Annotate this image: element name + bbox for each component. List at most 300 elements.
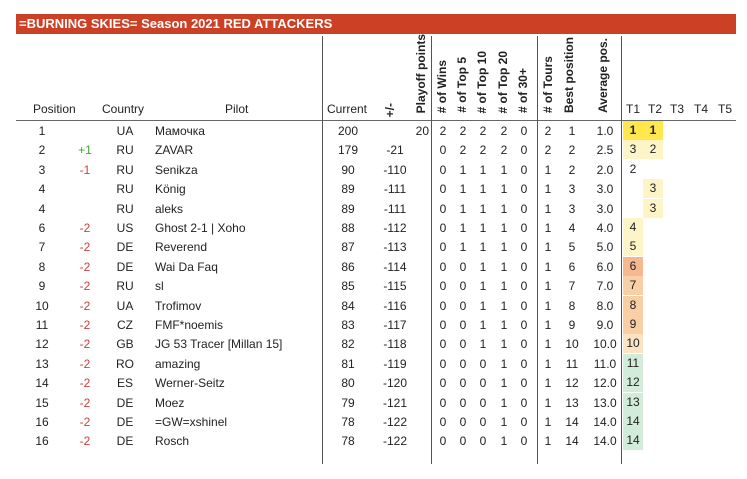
t2-result-cell xyxy=(643,315,663,334)
table-row xyxy=(0,121,747,140)
current-points-cell: 89 xyxy=(341,201,355,216)
table-row xyxy=(0,354,747,373)
pilot-name-cell: Wai Da Faq xyxy=(155,259,218,274)
best-position-cell: 3 xyxy=(568,182,576,197)
best-position-cell: 8 xyxy=(568,298,576,313)
top5-cell: 0 xyxy=(459,415,467,429)
top20-cell: 1 xyxy=(500,356,508,371)
points-delta-cell: -114 xyxy=(383,259,407,274)
points-delta-cell: -115 xyxy=(383,279,407,294)
country-cell: RU xyxy=(116,182,134,197)
tours-cell: 1 xyxy=(544,376,552,391)
country-cell: RU xyxy=(116,201,134,216)
tours-cell: 1 xyxy=(544,415,552,429)
wins-cell: 0 xyxy=(439,318,447,332)
average-position-cell: 9.0 xyxy=(596,318,614,332)
average-position-cell: 13.0 xyxy=(593,395,617,410)
top20-cell: 2 xyxy=(500,124,508,138)
country-cell: RU xyxy=(116,162,134,177)
position-change-cell: -2 xyxy=(79,337,91,352)
current-points-cell: 80 xyxy=(341,376,355,391)
top20-cell: 2 xyxy=(500,143,508,158)
header-t4: T4 xyxy=(694,102,709,116)
position-cell: 8 xyxy=(38,259,46,274)
country-cell: RU xyxy=(116,143,134,158)
tours-cell: 1 xyxy=(544,162,552,177)
top10-cell: 1 xyxy=(479,221,487,235)
top5-cell: 1 xyxy=(459,240,467,255)
tours-cell: 1 xyxy=(544,279,552,294)
top5-cell: 1 xyxy=(459,182,467,197)
table-row xyxy=(0,257,747,276)
position-cell: 15 xyxy=(35,395,49,410)
points-delta-cell: -121 xyxy=(382,395,408,410)
table-row xyxy=(0,179,747,198)
top20-cell: 1 xyxy=(500,182,508,197)
top30-cell: 0 xyxy=(520,298,528,313)
current-points-cell: 84 xyxy=(341,298,355,313)
best-position-cell: 12 xyxy=(565,376,579,391)
position-cell: 7 xyxy=(38,240,46,255)
position-change-cell: -2 xyxy=(79,356,91,371)
position-change-cell: -2 xyxy=(79,298,91,313)
table-row xyxy=(0,373,747,392)
top10-cell: 1 xyxy=(479,318,487,332)
current-points-cell: 79 xyxy=(341,395,355,410)
t2-result-cell xyxy=(643,218,663,237)
t1-result-cell xyxy=(623,199,643,218)
position-cell: 1 xyxy=(38,124,46,138)
tours-cell: 1 xyxy=(544,298,552,313)
top10-cell: 2 xyxy=(479,143,487,158)
wins-cell: 0 xyxy=(439,395,447,410)
position-cell: 13 xyxy=(35,356,49,371)
t2-result-cell: 3 xyxy=(643,179,663,198)
pilot-name-cell: Werner-Seitz xyxy=(155,376,225,391)
current-points-cell: 83 xyxy=(341,318,355,332)
country-cell: GB xyxy=(116,337,134,352)
wins-cell: 0 xyxy=(439,240,447,255)
points-delta-cell: -21 xyxy=(386,143,404,158)
position-cell: 12 xyxy=(35,337,49,352)
t2-result-cell: 1 xyxy=(643,121,663,140)
table-row xyxy=(0,218,747,237)
top20-cell: 1 xyxy=(500,279,508,294)
points-delta-cell: -119 xyxy=(383,356,407,371)
top20-cell: 1 xyxy=(500,434,508,449)
top5-cell: 0 xyxy=(459,298,467,313)
tours-cell: 1 xyxy=(544,182,552,197)
t1-result-cell: 8 xyxy=(623,296,643,315)
top30-cell: 0 xyxy=(520,318,528,332)
pilot-name-cell: aleks xyxy=(155,201,184,216)
t1-result-cell xyxy=(623,179,643,198)
top5-cell: 0 xyxy=(459,356,467,371)
t1-result-cell: 3 xyxy=(623,140,643,159)
top10-cell: 0 xyxy=(479,376,487,391)
top5-cell: 0 xyxy=(459,434,467,449)
top5-cell: 2 xyxy=(459,143,467,158)
top20-cell: 1 xyxy=(500,240,508,255)
country-cell: DE xyxy=(116,240,134,255)
tours-cell: 1 xyxy=(544,221,552,235)
t1-result-cell: 5 xyxy=(623,237,643,256)
position-cell: 2 xyxy=(38,143,46,158)
points-delta-cell: -111 xyxy=(383,201,407,216)
country-cell: DE xyxy=(116,434,134,449)
position-change-cell: -2 xyxy=(79,259,91,274)
average-position-cell: 8.0 xyxy=(596,298,614,313)
header-top5: # of Top 5 xyxy=(455,57,469,113)
current-points-cell: 86 xyxy=(341,259,355,274)
table-row xyxy=(0,140,747,159)
table-row xyxy=(0,315,747,334)
tours-cell: 1 xyxy=(544,395,552,410)
points-delta-cell: -116 xyxy=(383,298,407,313)
country-cell: DE xyxy=(116,415,134,429)
top30-cell: 0 xyxy=(520,337,528,352)
wins-cell: 0 xyxy=(439,337,447,352)
header-position: Position xyxy=(33,102,76,116)
table-row xyxy=(0,334,747,353)
position-change-cell: -2 xyxy=(79,240,91,255)
current-points-cell: 87 xyxy=(341,240,355,255)
country-cell: UA xyxy=(116,298,134,313)
header-top20: # of Top 20 xyxy=(496,50,510,113)
header-playoff-points: Playoff points xyxy=(414,33,428,113)
top20-cell: 1 xyxy=(500,415,508,429)
header-best-position: Best position xyxy=(562,36,576,113)
t2-result-cell xyxy=(643,412,663,431)
top5-cell: 0 xyxy=(459,279,467,294)
top5-cell: 0 xyxy=(459,337,467,352)
top5-cell: 0 xyxy=(459,318,467,332)
current-points-cell: 88 xyxy=(341,221,355,235)
country-cell: US xyxy=(116,221,134,235)
position-cell: 4 xyxy=(38,182,46,197)
wins-cell: 0 xyxy=(439,221,447,235)
top10-cell: 1 xyxy=(479,182,487,197)
current-points-cell: 89 xyxy=(341,182,355,197)
top10-cell: 0 xyxy=(479,356,487,371)
table-row xyxy=(0,431,747,450)
position-cell: 6 xyxy=(38,221,46,235)
points-delta-cell: -122 xyxy=(382,434,408,449)
top10-cell: 0 xyxy=(479,434,487,449)
position-cell: 14 xyxy=(35,376,49,391)
average-position-cell: 2.5 xyxy=(596,143,614,158)
top20-cell: 1 xyxy=(500,162,508,177)
t1-result-cell: 14 xyxy=(623,431,643,450)
current-points-cell: 179 xyxy=(337,143,359,158)
country-cell: CZ xyxy=(117,318,133,332)
header-t3: T3 xyxy=(670,102,685,116)
average-position-cell: 11.0 xyxy=(593,356,617,371)
average-position-cell: 3.0 xyxy=(596,182,614,197)
position-change-cell: -2 xyxy=(79,415,91,429)
t2-result-cell xyxy=(643,257,663,276)
current-points-cell: 78 xyxy=(341,415,355,429)
t1-result-cell: 13 xyxy=(623,393,643,412)
table-row xyxy=(0,199,747,218)
average-position-cell: 3.0 xyxy=(596,201,614,216)
top30-cell: 0 xyxy=(520,162,528,177)
position-change-cell: +1 xyxy=(78,143,92,158)
header-country: Country xyxy=(102,102,145,116)
header-tours: # of Tours xyxy=(541,55,555,113)
tours-cell: 1 xyxy=(544,240,552,255)
wins-cell: 0 xyxy=(439,376,447,391)
best-position-cell: 4 xyxy=(568,221,576,235)
playoff-points-cell: 20 xyxy=(415,124,429,138)
position-cell: 16 xyxy=(35,434,49,449)
position-change-cell: -2 xyxy=(79,376,91,391)
wins-cell: 0 xyxy=(439,162,447,177)
wins-cell: 0 xyxy=(439,298,447,313)
top30-cell: 0 xyxy=(520,434,528,449)
wins-cell: 0 xyxy=(439,434,447,449)
top10-cell: 1 xyxy=(479,279,487,294)
wins-cell: 2 xyxy=(439,124,447,138)
position-change-cell: -1 xyxy=(79,162,91,177)
top30-cell: 0 xyxy=(520,201,528,216)
t2-result-cell: 3 xyxy=(643,199,663,218)
average-position-cell: 7.0 xyxy=(596,279,614,294)
average-position-cell: 12.0 xyxy=(593,376,617,391)
best-position-cell: 2 xyxy=(568,162,576,177)
top20-cell: 1 xyxy=(500,201,508,216)
top10-cell: 1 xyxy=(479,298,487,313)
table-row xyxy=(0,237,747,256)
t2-result-cell: 2 xyxy=(643,140,663,159)
top10-cell: 2 xyxy=(479,124,487,138)
position-cell: 10 xyxy=(35,298,49,313)
pilot-name-cell: Trofimov xyxy=(155,298,202,313)
top20-cell: 1 xyxy=(500,221,508,235)
average-position-cell: 14.0 xyxy=(593,415,617,429)
pilot-name-cell: Rosch xyxy=(155,434,190,449)
top20-cell: 1 xyxy=(500,395,508,410)
average-position-cell: 14.0 xyxy=(593,434,617,449)
country-cell: RU xyxy=(116,279,134,294)
tours-cell: 1 xyxy=(544,337,552,352)
top5-cell: 1 xyxy=(459,201,467,216)
table-row xyxy=(0,393,747,412)
points-delta-cell: -117 xyxy=(383,318,407,332)
table-row xyxy=(0,412,747,431)
table-row xyxy=(0,296,747,315)
current-points-cell: 82 xyxy=(341,337,355,352)
t1-result-cell: 7 xyxy=(623,276,643,295)
t2-result-cell xyxy=(643,393,663,412)
current-points-cell: 85 xyxy=(341,279,355,294)
t1-result-cell: 4 xyxy=(623,218,643,237)
best-position-cell: 1 xyxy=(568,124,576,138)
current-points-cell: 78 xyxy=(341,434,355,449)
wins-cell: 0 xyxy=(439,201,447,216)
position-cell: 9 xyxy=(38,279,46,294)
t1-result-cell: 6 xyxy=(623,257,643,276)
points-delta-cell: -113 xyxy=(383,240,407,255)
top30-cell: 0 xyxy=(520,415,528,429)
country-cell: DE xyxy=(116,259,134,274)
position-change-cell: -2 xyxy=(79,395,91,410)
top5-cell: 1 xyxy=(459,162,467,177)
top20-cell: 1 xyxy=(500,337,508,352)
header-current: Current xyxy=(327,102,368,116)
top10-cell: 0 xyxy=(479,395,487,410)
wins-cell: 0 xyxy=(439,279,447,294)
position-cell: 4 xyxy=(38,201,46,216)
t2-result-cell xyxy=(643,354,663,373)
best-position-cell: 13 xyxy=(565,395,579,410)
best-position-cell: 6 xyxy=(568,259,576,274)
header-wins: # of Wins xyxy=(435,59,449,113)
pilot-name-cell: Senikza xyxy=(155,162,198,177)
wins-cell: 0 xyxy=(439,259,447,274)
t2-result-cell xyxy=(643,237,663,256)
t1-result-cell: 2 xyxy=(629,161,637,176)
t2-result-cell xyxy=(643,334,663,353)
pilot-name-cell: amazing xyxy=(155,356,201,371)
current-points-cell: 81 xyxy=(341,356,355,371)
top30-cell: 0 xyxy=(520,395,528,410)
t1-result-cell: 14 xyxy=(623,412,643,431)
top30-cell: 0 xyxy=(520,182,528,197)
tours-cell: 2 xyxy=(544,124,552,138)
top5-cell: 1 xyxy=(459,221,467,235)
position-cell: 11 xyxy=(35,318,49,332)
top20-cell: 1 xyxy=(500,376,508,391)
wins-cell: 0 xyxy=(439,415,447,429)
top5-cell: 2 xyxy=(459,124,467,138)
t2-result-cell xyxy=(643,160,663,179)
top30-cell: 0 xyxy=(520,221,528,235)
pilot-name-cell: Reverend xyxy=(155,240,208,255)
best-position-cell: 2 xyxy=(568,143,576,158)
top20-cell: 1 xyxy=(500,259,508,274)
average-position-cell: 5.0 xyxy=(596,240,614,255)
tours-cell: 2 xyxy=(544,143,552,158)
current-points-cell: 90 xyxy=(341,162,355,177)
wins-cell: 0 xyxy=(439,143,447,158)
points-delta-cell: -118 xyxy=(383,337,407,352)
header-top10: # of Top 10 xyxy=(475,50,489,113)
average-position-cell: 10.0 xyxy=(593,337,617,352)
t1-result-cell: 12 xyxy=(623,373,643,392)
top10-cell: 1 xyxy=(479,240,487,255)
t1-result-cell: 10 xyxy=(623,334,643,353)
table-row xyxy=(0,160,747,179)
t2-result-cell xyxy=(643,431,663,450)
pilot-name-cell: =GW=xshinel xyxy=(155,415,228,429)
table-title: =BURNING SKIES= Season 2021 RED ATTACKERS xyxy=(16,14,736,34)
top5-cell: 0 xyxy=(459,376,467,391)
pilot-name-cell: Ghost 2-1 | Xoho xyxy=(155,221,246,235)
average-position-cell: 2.0 xyxy=(596,162,614,177)
pilot-name-cell: ZAVAR xyxy=(155,143,194,158)
points-delta-cell: -110 xyxy=(383,162,407,177)
top30-cell: 0 xyxy=(520,279,528,294)
top20-cell: 1 xyxy=(500,318,508,332)
top10-cell: 0 xyxy=(479,415,487,429)
t2-result-cell xyxy=(643,276,663,295)
wins-cell: 0 xyxy=(439,356,447,371)
top10-cell: 1 xyxy=(479,162,487,177)
pilot-name-cell: sl xyxy=(155,279,164,294)
best-position-cell: 11 xyxy=(565,356,579,371)
average-position-cell: 4.0 xyxy=(596,221,614,235)
pilot-name-cell: Мамочка xyxy=(155,124,205,138)
tours-cell: 1 xyxy=(544,356,552,371)
header-top30: # of 30+ xyxy=(516,67,530,113)
current-points-cell: 200 xyxy=(337,124,359,138)
header-average-position: Average pos. xyxy=(596,38,610,113)
header-pilot: Pilot xyxy=(225,102,249,116)
points-delta-cell: -122 xyxy=(382,415,408,429)
position-change-cell: -2 xyxy=(79,221,91,235)
position-change-cell: -2 xyxy=(79,434,91,449)
t1-result-cell: 9 xyxy=(623,315,643,334)
country-cell: RO xyxy=(116,356,134,371)
position-cell: 16 xyxy=(35,415,49,429)
best-position-cell: 3 xyxy=(568,201,576,216)
country-cell: DE xyxy=(116,395,134,410)
pilot-name-cell: JG 53 Tracer [Millan 15] xyxy=(155,337,283,352)
top10-cell: 1 xyxy=(479,259,487,274)
top20-cell: 1 xyxy=(500,298,508,313)
average-position-cell: 6.0 xyxy=(596,259,614,274)
top30-cell: 0 xyxy=(520,124,528,138)
header-t2: T2 xyxy=(648,102,663,116)
best-position-cell: 10 xyxy=(565,337,579,352)
country-cell: ES xyxy=(116,376,133,391)
best-position-cell: 9 xyxy=(568,318,576,332)
top30-cell: 0 xyxy=(520,259,528,274)
top30-cell: 0 xyxy=(520,143,528,158)
points-delta-cell: -112 xyxy=(383,221,407,235)
t2-result-cell xyxy=(643,373,663,392)
header-t1: T1 xyxy=(626,102,641,116)
top10-cell: 1 xyxy=(479,201,487,216)
points-delta-cell: -120 xyxy=(382,376,408,391)
best-position-cell: 14 xyxy=(565,434,579,449)
pilot-name-cell: FMF*noemis xyxy=(155,318,224,332)
pilot-name-cell: König xyxy=(155,182,186,197)
t1-result-cell: 1 xyxy=(623,121,643,140)
wins-cell: 0 xyxy=(439,182,447,197)
header-t5: T5 xyxy=(718,102,733,116)
pilot-name-cell: Moez xyxy=(155,395,185,410)
position-cell: 3 xyxy=(38,162,46,177)
top30-cell: 0 xyxy=(520,376,528,391)
top5-cell: 0 xyxy=(459,395,467,410)
top30-cell: 0 xyxy=(520,356,528,371)
top10-cell: 1 xyxy=(479,337,487,352)
tours-cell: 1 xyxy=(544,434,552,449)
best-position-cell: 14 xyxy=(565,415,579,429)
position-change-cell: -2 xyxy=(79,318,91,332)
t2-result-cell xyxy=(643,296,663,315)
top30-cell: 0 xyxy=(520,240,528,255)
position-change-cell: -2 xyxy=(79,279,91,294)
header-delta: +/- xyxy=(383,102,397,117)
tours-cell: 1 xyxy=(544,259,552,274)
country-cell: UA xyxy=(116,124,134,138)
best-position-cell: 7 xyxy=(568,279,576,294)
t1-result-cell: 11 xyxy=(623,354,643,373)
table-row xyxy=(0,276,747,295)
